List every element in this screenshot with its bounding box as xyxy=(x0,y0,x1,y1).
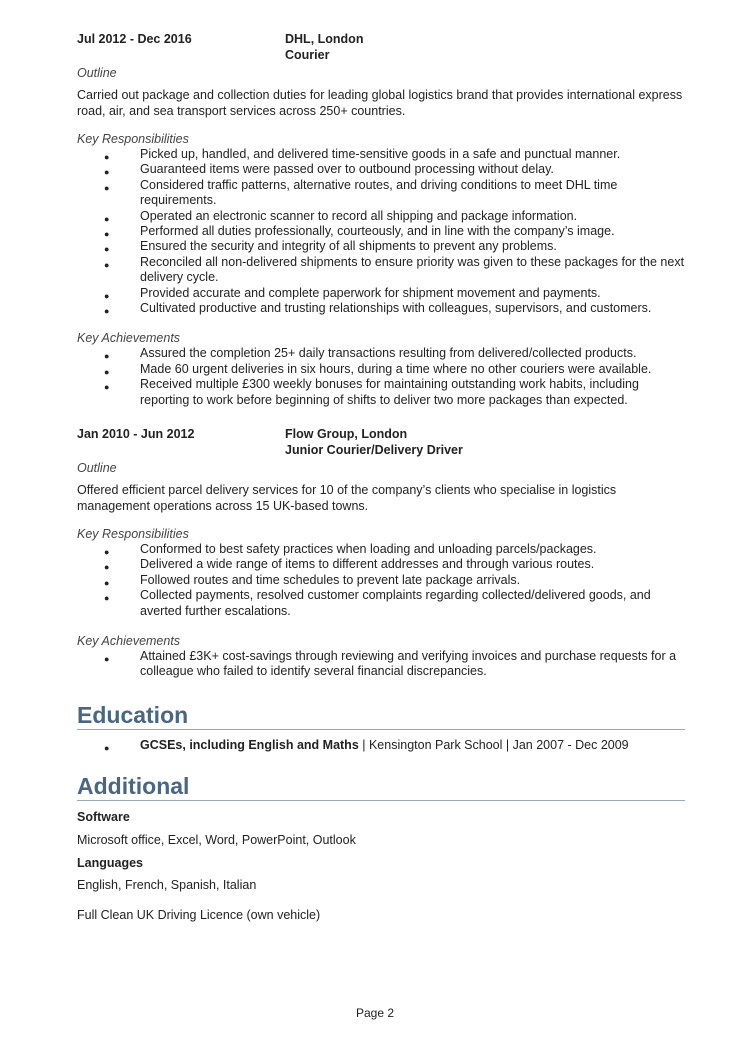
list-item: ● Made 60 urgent deliveries in six hours, during a time where no other couriers were available. xyxy=(77,362,687,377)
job-outline: Offered efficient parcel delivery services for 10 of the company’s clients who specialise in logistics management operations across 15 UK-based towns. xyxy=(77,483,617,513)
job-company: Flow Group, London xyxy=(285,427,408,441)
list-item: ● Collected payments, resolved customer complaints regarding collected/delivered goods, and averted further escalations. xyxy=(104,588,651,618)
list-item: ● Ensured the security and integrity of all shipments to prevent any problems. xyxy=(77,239,687,254)
job-outline: Carried out package and collection duties for leading global logistics brand that provides international express road, air, and sea transport services across 250+ countries. xyxy=(77,88,683,118)
additional-heading: Additional xyxy=(77,772,685,801)
bullet-icon: ● xyxy=(104,290,110,301)
page-number: Page 2 xyxy=(355,1006,395,1020)
job-header xyxy=(77,31,687,63)
software-list: Microsoft office, Excel, Word, PowerPoint, Outlook xyxy=(77,833,356,847)
bullet-icon: ● xyxy=(104,743,110,753)
bullet-icon: ● xyxy=(104,213,110,224)
list-item: ● Conformed to best safety practices when loading and unloading parcels/packages. xyxy=(77,542,687,557)
education-details: | Kensington Park School | Jan 2007 - Dec 2009 xyxy=(358,738,629,752)
job-entry-flow-group xyxy=(77,426,687,680)
list-item: ● Attained £3K+ cost-savings through reviewing and verifying invoices and purchase requests for a colleague who failed to identify several financial discrepancies. xyxy=(104,649,677,679)
bullet-icon: ● xyxy=(104,654,110,665)
bullet-icon: ● xyxy=(104,306,110,317)
responsibilities-label: Key Responsibilities xyxy=(77,527,189,541)
languages-label: Languages xyxy=(77,856,143,870)
bullet-icon: ● xyxy=(104,562,110,573)
bullet-icon: ● xyxy=(104,351,110,362)
list-item: ● Cultivated productive and trusting relationships with colleagues, supervisors, and customers. xyxy=(77,301,687,316)
bullet-icon: ● xyxy=(104,259,110,270)
bullet-icon: ● xyxy=(104,593,110,604)
job-dates: Jan 2010 - Jun 2012 xyxy=(77,427,195,441)
list-item: ● Delivered a wide range of items to different addresses and through various routes. xyxy=(77,557,687,572)
job-entry-dhl xyxy=(77,31,687,408)
job-dates: Jul 2012 - Dec 2016 xyxy=(77,32,192,46)
responsibilities-list xyxy=(77,147,687,316)
list-item: ● Reconciled all non-delivered shipments to ensure priority was given to these packages for the next delivery cycle. xyxy=(104,254,685,285)
bullet-icon: ● xyxy=(104,244,110,255)
software-label: Software xyxy=(77,810,130,824)
job-header xyxy=(77,426,687,458)
job-title: Courier xyxy=(285,48,330,62)
bullet-icon: ● xyxy=(104,229,110,240)
achievements-label: Key Achievements xyxy=(77,634,181,649)
bullet-icon: ● xyxy=(104,182,110,193)
driving-licence: Full Clean UK Driving Licence (own vehicle) xyxy=(77,908,321,922)
job-title: Junior Courier/Delivery Driver xyxy=(285,443,463,457)
outline-label: Outline xyxy=(77,66,117,80)
bullet-icon: ● xyxy=(104,167,110,178)
list-item: ● Received multiple £300 weekly bonuses for maintaining outstanding work habits, including reporting to work before beginning of shifts to deliver two more packages than expected. xyxy=(104,377,639,407)
job-company: DHL, London xyxy=(285,32,364,46)
responsibilities-list xyxy=(77,542,687,619)
bullet-icon: ● xyxy=(104,366,110,377)
list-item xyxy=(77,738,687,753)
list-item: ● Assured the completion 25+ daily transactions resulting from delivered/collected products. xyxy=(77,346,687,361)
list-item: ● Guaranteed items were passed over to outbound processing without delay. xyxy=(77,162,687,177)
education-heading: Education xyxy=(77,701,685,730)
bullet-icon: ● xyxy=(104,547,110,557)
education-qualification: GCSEs, including English and Maths xyxy=(140,738,359,752)
education-list xyxy=(77,738,687,753)
achievements-label: Key Achievements xyxy=(77,331,181,346)
list-item: ● Performed all duties professionally, courteously, and in line with the company’s image. xyxy=(77,224,687,239)
list-item: ● Operated an electronic scanner to record all shipping and package information. xyxy=(77,209,687,224)
achievements-list xyxy=(77,649,687,680)
list-item: ● Followed routes and time schedules to prevent late package arrivals. xyxy=(77,573,687,588)
list-item: ● Considered traffic patterns, alternative routes, and driving conditions to meet DHL time requirements. xyxy=(104,177,618,208)
achievements-list xyxy=(77,346,687,408)
outline-label: Outline xyxy=(77,461,117,475)
bullet-icon: ● xyxy=(104,152,110,162)
list-item: ● Picked up, handled, and delivered time-sensitive goods in a safe and punctual manner. xyxy=(77,147,687,162)
list-item: ● Provided accurate and complete paperwork for shipment movement and payments. xyxy=(77,286,687,301)
languages-list: English, French, Spanish, Italian xyxy=(77,878,257,892)
bullet-icon: ● xyxy=(104,382,110,393)
bullet-icon: ● xyxy=(104,577,110,588)
responsibilities-label: Key Responsibilities xyxy=(77,132,189,146)
